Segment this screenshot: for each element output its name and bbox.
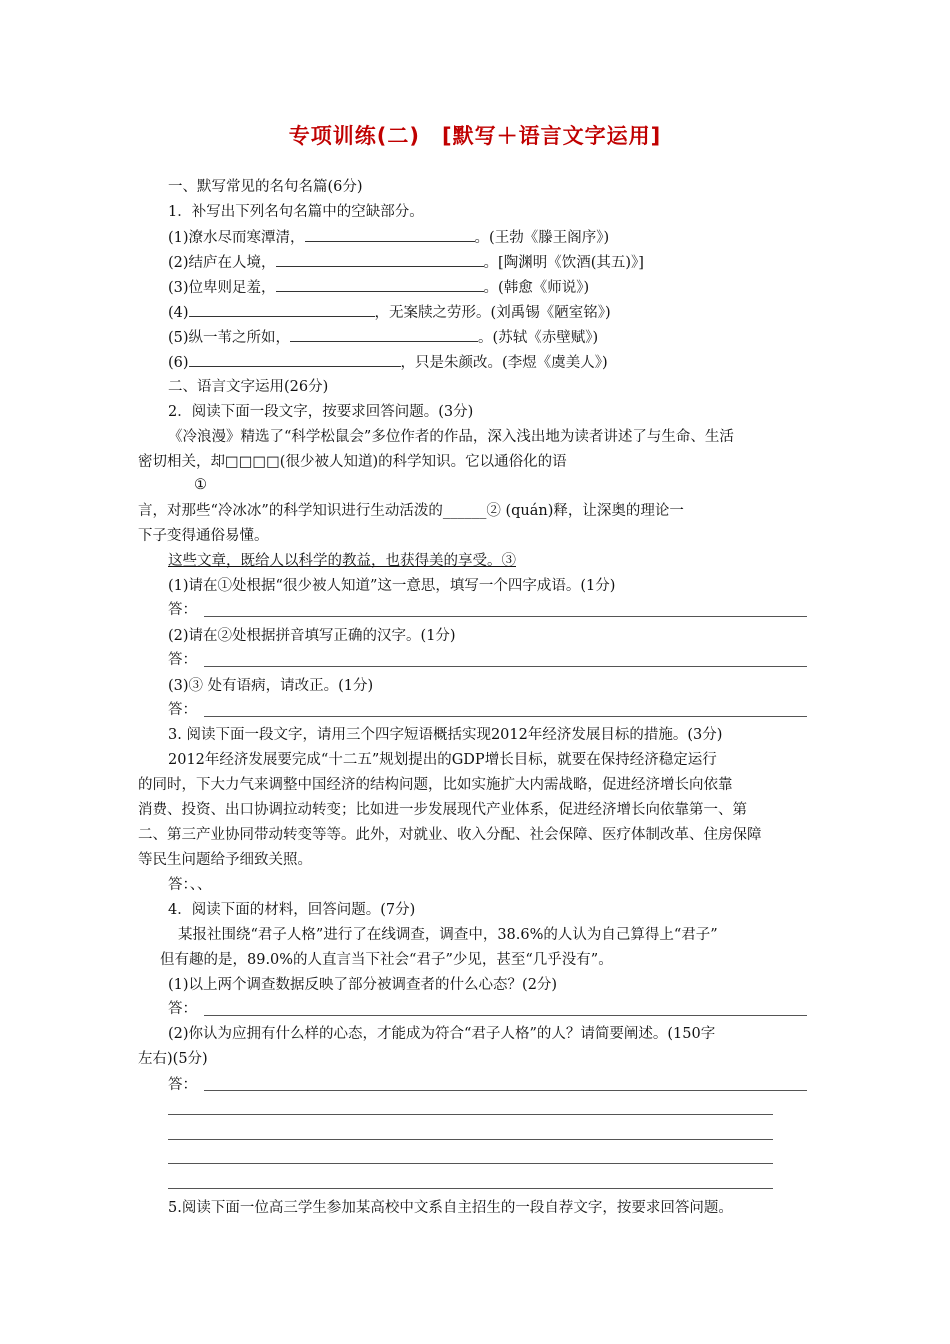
question-2-stem: 2．阅读下面一段文字，按要求回答问题。(3分): [168, 404, 474, 420]
question-4-text-line: 但有趣的是，89.0%的人直言当下社会“君子”少见，甚至“几乎没有”。: [160, 952, 613, 968]
answer-label: 答：: [168, 1001, 197, 1017]
fill-blank[interactable]: [305, 227, 475, 242]
section-1-heading: 一、默写常见的名句名篇(6分): [168, 179, 363, 195]
question-4-sub-2: (2)你认为应拥有什么样的心态，才能成为符合“君子人格”的人？请简要阐述。(150字: [168, 1026, 716, 1042]
answer-label: 答：: [168, 652, 197, 668]
question-1-item-4: (4) ，无案牍之劳形。(刘禹锡《陋室铭》): [168, 302, 611, 323]
marker-1: ①: [194, 477, 207, 493]
question-4-stem: 4．阅读下面的材料，回答问题。(7分): [168, 902, 416, 918]
fill-blank[interactable]: [276, 252, 484, 267]
answer-line[interactable]: [168, 1163, 773, 1164]
section-2-heading: 二、语言文字运用(26分): [168, 379, 329, 395]
answer-line[interactable]: [168, 1139, 773, 1140]
question-4-sub-1: (1)以上两个调查数据反映了部分被调查者的什么心态？(2分): [168, 977, 558, 993]
answer-label: 答：: [168, 1077, 197, 1093]
answer-line[interactable]: [168, 1188, 773, 1189]
question-1-item-3: (3)位卑则足羞， 。(韩愈《师说》): [168, 277, 589, 298]
question-4-text-line: 某报社围绕“君子人格”进行了在线调查，调查中，38.6%的人认为自己算得上“君子”: [178, 927, 718, 943]
answer-line[interactable]: [204, 616, 807, 617]
question-5-stem: 5.阅读下面一位高三学生参加某高校中文系自主招生的一段自荐文字，按要求回答问题。: [168, 1200, 733, 1216]
answer-line[interactable]: [204, 716, 807, 717]
question-1-item-1: (1)潦水尽而寒潭清， 。(王勃《滕王阁序》): [168, 227, 609, 248]
question-2-text-line: 《冷浪漫》精选了“科学松鼠会”多位作者的作品，深入浅出地为读者讲述了与生命、生活: [168, 429, 734, 445]
question-3-text-line: 2012年经济发展要完成“十二五”规划提出的GDP增长目标，就要在保持经济稳定运行: [168, 752, 717, 768]
question-1-item-6: (6) ，只是朱颜改。(李煜《虞美人》): [168, 352, 608, 373]
question-3-text-line: 等民生问题给予细致关照。: [138, 852, 312, 868]
answer-line[interactable]: [204, 1090, 807, 1091]
question-1-item-5: (5)纵一苇之所如， 。(苏轼《赤壁赋》): [168, 327, 598, 348]
question-2-text-line: 密切相关，却□□□□(很少被人知道)的科学知识。它以通俗化的语: [138, 454, 567, 470]
question-2-text-line: 下子变得通俗易懂。: [138, 528, 269, 544]
question-2-underlined-sentence: 这些文章，既给人以科学的教益，也获得美的享受。③: [168, 553, 516, 569]
answer-line[interactable]: [204, 666, 807, 667]
question-1-stem: 1．补写出下列名句名篇中的空缺部分。: [168, 204, 424, 220]
question-3-stem: 3. 阅读下面一段文字，请用三个四字短语概括实现2012年经济发展目标的措施。(3分): [168, 727, 723, 743]
page-title: 专项训练(二) [默写＋语言文字运用]: [288, 124, 662, 148]
fill-blank[interactable]: [189, 302, 375, 317]
question-1-item-2: (2)结庐在人境， 。[陶渊明《饮酒(其五)》]: [168, 252, 644, 273]
question-2-text-line: 言，对那些“冷冰冰”的科学知识进行生动活泼的______② (quán)释，让深奥的理论一: [138, 503, 684, 519]
question-3-answer: 答：、、: [168, 877, 212, 893]
answer-line[interactable]: [168, 1114, 773, 1115]
question-3-text-line: 二、第三产业协同带动转变等等。此外，对就业、收入分配、社会保障、医疗体制改革、住房保障: [138, 827, 762, 843]
question-3-text-line: 消费、投资、出口协调拉动转变；比如进一步发展现代产业体系，促进经济增长向依靠第一、第: [138, 802, 747, 818]
question-2-sub-3: (3)③ 处有语病，请改正。(1分): [168, 678, 374, 694]
answer-line[interactable]: [204, 1015, 807, 1016]
fill-blank[interactable]: [290, 327, 478, 342]
question-2-sub-2: (2)请在②处根据拼音填写正确的汉字。(1分): [168, 628, 456, 644]
fill-blank[interactable]: [189, 352, 401, 367]
answer-label: 答：: [168, 702, 197, 718]
question-3-text-line: 的同时，下大力气来调整中国经济的结构问题，比如实施扩大内需战略，促进经济增长向依靠: [138, 777, 733, 793]
question-2-sub-1: (1)请在①处根据“很少被人知道”这一意思，填写一个四字成语。(1分): [168, 578, 616, 594]
answer-label: 答：: [168, 602, 197, 618]
fill-blank[interactable]: [276, 277, 484, 292]
question-4-sub-2-cont: 左右)(5分): [138, 1051, 208, 1067]
